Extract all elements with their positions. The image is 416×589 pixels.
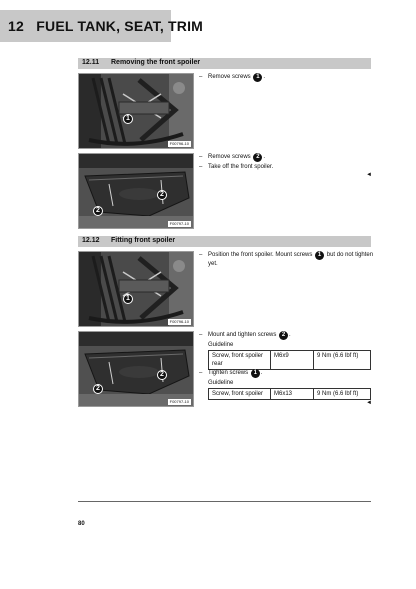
callout-ref: 1 xyxy=(253,73,262,82)
guideline-label: Guideline xyxy=(208,380,234,386)
figure-label: F00796-10 xyxy=(169,141,189,146)
spec-thread: M6x13 xyxy=(271,389,314,400)
figure-label: F00797-10 xyxy=(169,221,189,226)
front-spoiler-photo xyxy=(79,332,193,406)
guideline-label: Guideline xyxy=(208,342,234,348)
spec-torque: 9 Nm (6.6 lbf ft) xyxy=(314,389,371,400)
page-number: 80 xyxy=(78,521,85,527)
footer-divider xyxy=(78,501,371,502)
torque-spec-table-rear xyxy=(208,350,371,370)
section-title: Removing the front spoiler xyxy=(111,59,201,66)
motorcycle-front-photo xyxy=(79,252,193,326)
callout-2-right: 2 xyxy=(157,370,167,380)
callout-ref: 1 xyxy=(315,251,324,260)
figure-photo-spoiler-view xyxy=(78,153,194,229)
spec-part: Screw, front spoiler xyxy=(209,389,271,400)
figure-photo-front-view xyxy=(78,251,194,327)
chapter-title: 12 FUEL TANK, SEAT, TRIM xyxy=(8,18,204,34)
chapter-header xyxy=(0,10,204,42)
callout-2-left: 2 xyxy=(93,384,103,394)
section-number: 12.12 xyxy=(82,237,100,244)
front-spoiler-photo xyxy=(79,154,193,228)
end-of-section-marker: ◄ xyxy=(366,172,372,178)
torque-spec-table xyxy=(208,388,371,400)
table-row xyxy=(209,351,371,370)
figure-label: F00797-10 xyxy=(169,399,189,404)
callout-2-left: 2 xyxy=(93,206,103,216)
spec-torque: 9 Nm (6.6 lbf ft) xyxy=(314,351,371,370)
callout-ref: 1 xyxy=(251,369,260,378)
callout-ref: 2 xyxy=(279,331,288,340)
end-of-section-marker: ◄ xyxy=(366,400,372,406)
callout-1: 1 xyxy=(123,294,133,304)
callout-1: 1 xyxy=(123,114,133,124)
callout-ref: 2 xyxy=(253,153,262,162)
spec-part: Screw, front spoiler rear xyxy=(209,351,271,370)
figure-photo-front-view xyxy=(78,73,194,149)
table-row xyxy=(209,389,371,400)
section-header-12-12 xyxy=(78,236,371,247)
figure-label: F00796-10 xyxy=(169,319,189,324)
section-number: 12.11 xyxy=(82,59,100,66)
spec-thread: M6x9 xyxy=(271,351,314,370)
section-title: Fitting front spoiler xyxy=(111,237,176,244)
callout-2-right: 2 xyxy=(157,190,167,200)
figure-photo-spoiler-view xyxy=(78,331,194,407)
section-header-12-11 xyxy=(78,58,371,69)
motorcycle-front-photo xyxy=(79,74,193,148)
